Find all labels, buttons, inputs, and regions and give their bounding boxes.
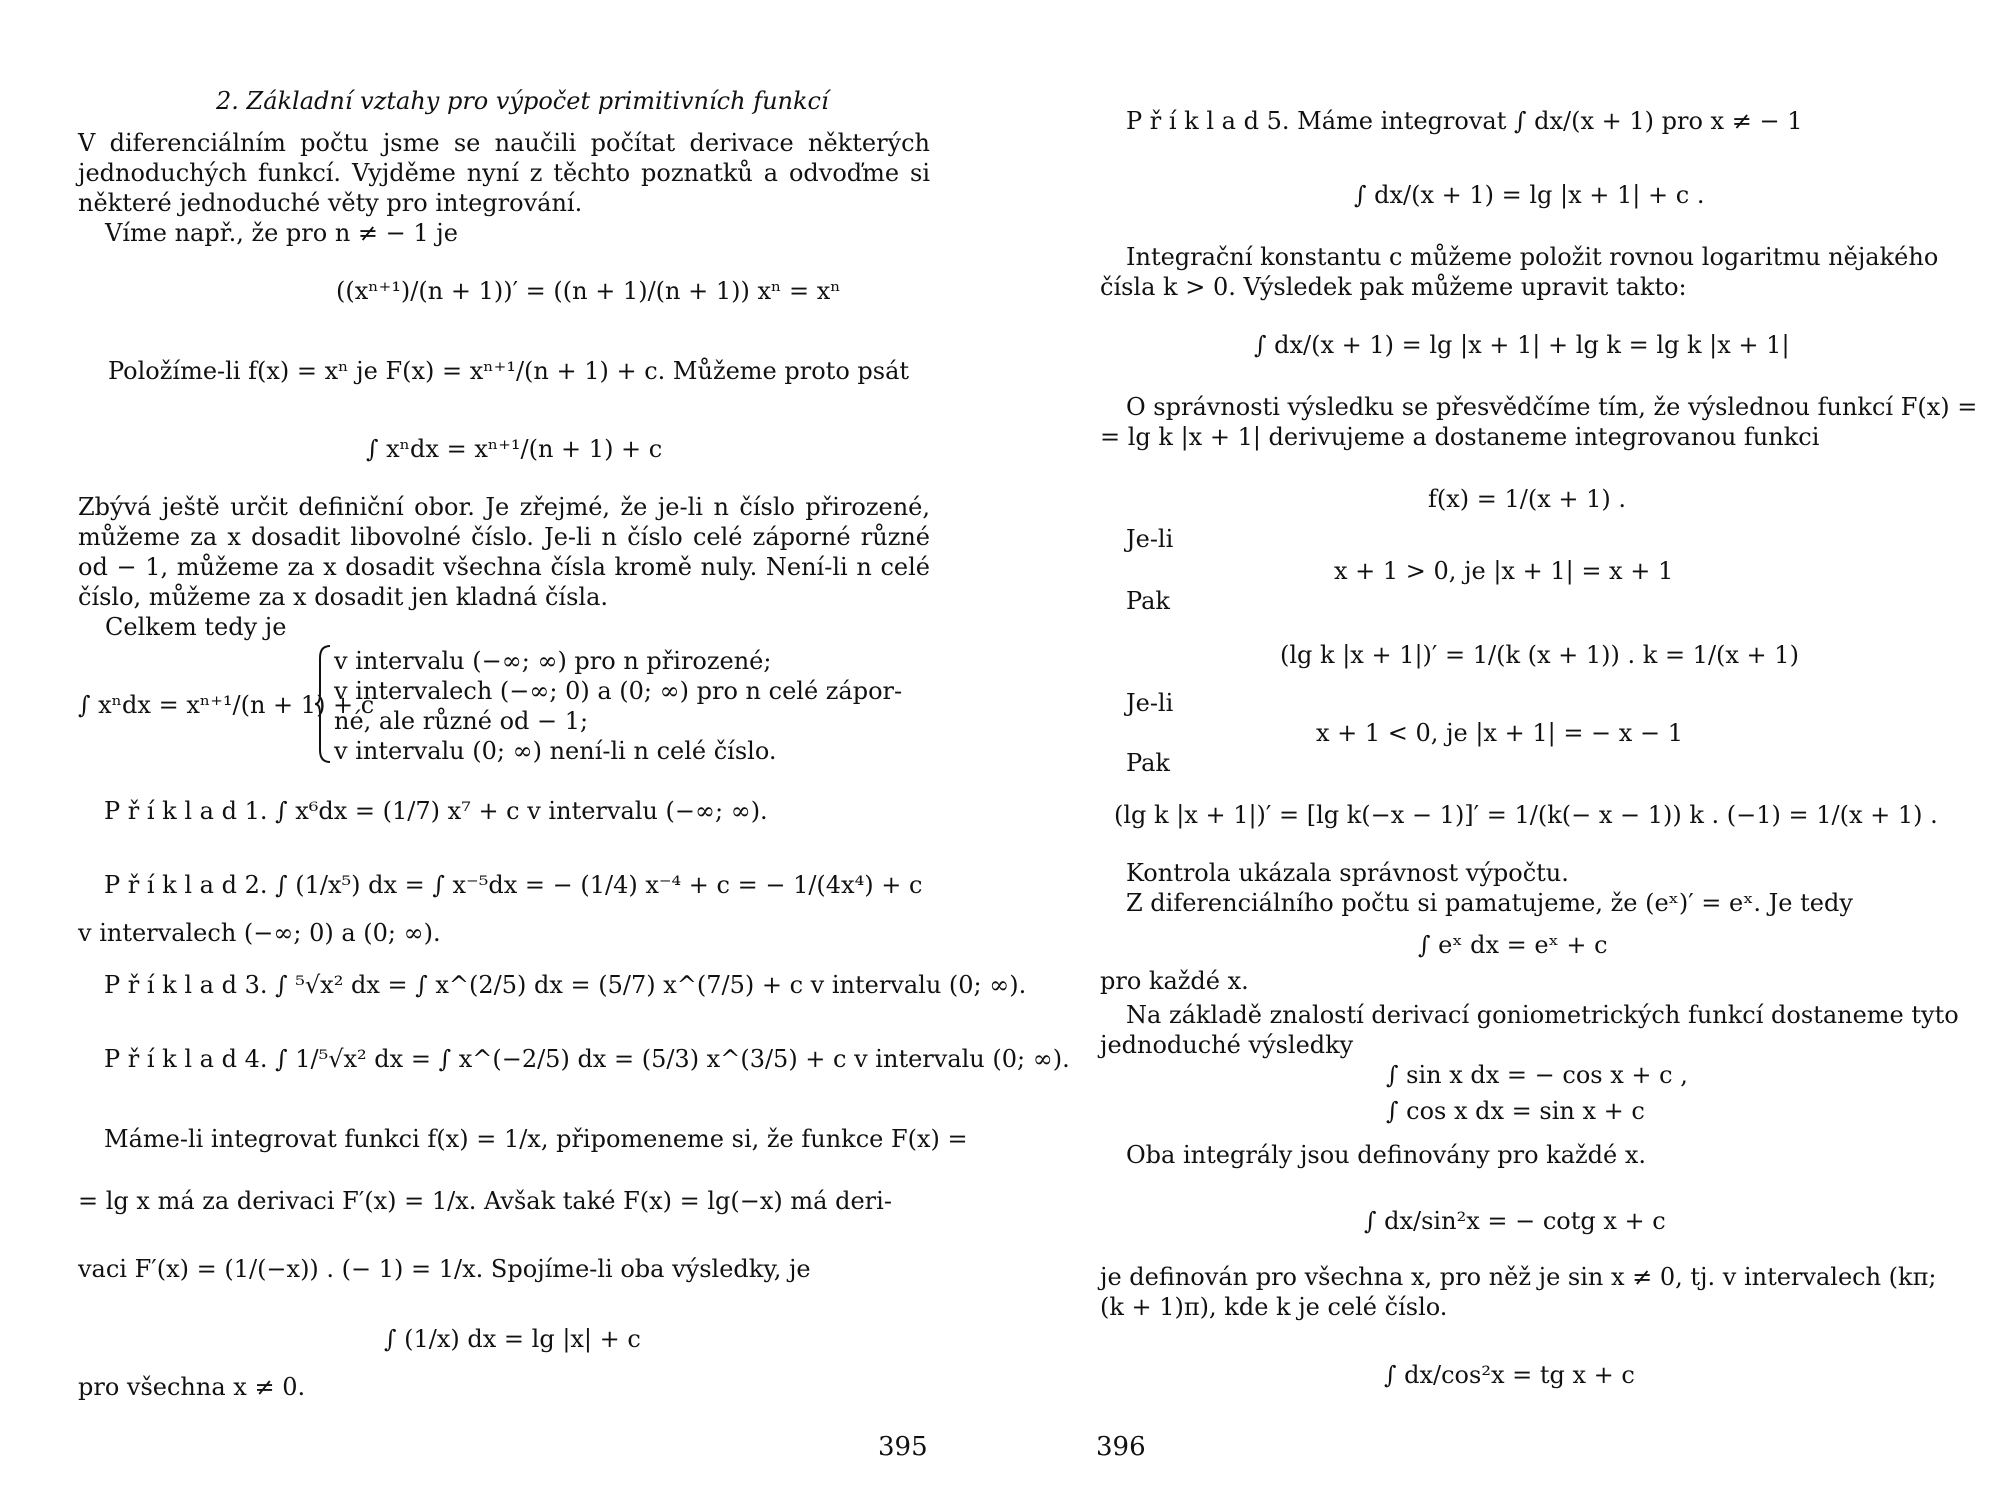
equation-log-integral: ∫ dx/(x + 1) = lg |x + 1| + c . xyxy=(1354,181,1705,209)
example-1: P ř í k l a d 1. ∫ x⁶dx = (1/7) x⁷ + c v intervalu (−∞; ∞). xyxy=(104,797,768,825)
text-line: Položíme-li f(x) = xⁿ je F(x) = xⁿ⁺¹/(n + 1) + c. Můžeme proto psát xyxy=(108,357,910,385)
text-line: můžeme za x dosadit libovolné číslo. Je-li n číslo celé záporné různé xyxy=(78,523,930,551)
equation-power-integral: ∫ xⁿdx = xⁿ⁺¹/(n + 1) + c xyxy=(366,435,663,463)
text-line: (k + 1)π), kde k je celé číslo. xyxy=(1100,1293,1448,1321)
brace-icon xyxy=(314,644,332,764)
text-line: Je-li xyxy=(1126,525,1174,553)
text-line: Kontrola ukázala správnost výpočtu. xyxy=(1126,859,1569,887)
equation-derivative: ((xⁿ⁺¹)/(n + 1))′ = ((n + 1)/(n + 1)) xⁿ = xⁿ xyxy=(336,277,841,305)
text-line: O správnosti výsledku se přesvědčíme tím, že výslednou funkcí F(x) = xyxy=(1126,393,1978,421)
right-page xyxy=(1004,0,2008,1501)
text-line: Pak xyxy=(1126,587,1170,615)
equation-derivative-negative: (lg k |x + 1|)′ = [lg k(−x − 1)]′ = 1/(k(− x − 1)) k . (−1) = 1/(x + 1) . xyxy=(1114,801,1938,829)
equation-cotg-integral: ∫ dx/sin²x = − cotg x + c xyxy=(1364,1207,1666,1235)
page-number: 396 xyxy=(1096,1432,1146,1462)
equation-sin-integral: ∫ sin x dx = − cos x + c , xyxy=(1386,1061,1688,1089)
equation-log-constant: ∫ dx/(x + 1) = lg |x + 1| + lg k = lg k |x + 1| xyxy=(1254,331,1790,359)
case-line: né, ale různé od − 1; xyxy=(334,707,589,735)
text-line: Víme např., že pro n ≠ − 1 je xyxy=(105,219,458,247)
example-3: P ř í k l a d 3. ∫ ⁵√x² dx = ∫ x^(2/5) dx = (5/7) x^(7/5) + c v intervalu (0; ∞). xyxy=(104,971,1027,999)
text-line: Oba integrály jsou definovány pro každé x. xyxy=(1126,1141,1647,1169)
page-number: 395 xyxy=(878,1432,928,1462)
text-line: vaci F′(x) = (1/(−x)) . (− 1) = 1/x. Spojíme-li oba výsledky, je xyxy=(78,1255,811,1283)
equation-derivative-positive: (lg k |x + 1|)′ = 1/(k (x + 1)) . k = 1/(x + 1) xyxy=(1280,641,1799,669)
equation-case-positive: x + 1 > 0, je |x + 1| = x + 1 xyxy=(1334,557,1674,585)
text-line: Celkem tedy je xyxy=(105,613,287,641)
text-line: Integrační konstantu c můžeme položit rovnou logaritmu nějakého xyxy=(1126,243,1939,271)
equation-cases-integral: ∫ xⁿdx = xⁿ⁺¹/(n + 1) + c xyxy=(78,691,375,719)
example-5: P ř í k l a d 5. Máme integrovat ∫ dx/(x + 1) pro x ≠ − 1 xyxy=(1126,107,1803,135)
text-line: Je-li xyxy=(1126,689,1174,717)
section-heading: 2. Základní vztahy pro výpočet primitivních funkcí xyxy=(216,87,829,115)
equation-exp-integral: ∫ eˣ dx = eˣ + c xyxy=(1418,931,1608,959)
text-line: jednoduchých funkcí. Vyjděme nyní z těchto poznatků a odvoďme si xyxy=(78,159,930,187)
text-line: Na základě znalostí derivací goniometrických funkcí dostaneme tyto xyxy=(1126,1001,1959,1029)
text-line: V diferenciálním počtu jsme se naučili počítat derivace některých xyxy=(78,129,930,157)
text-line: číslo, můžeme za x dosadit jen kladná čísla. xyxy=(78,583,609,611)
example-4: P ř í k l a d 4. ∫ 1/⁵√x² dx = ∫ x^(−2/5) dx = (5/3) x^(3/5) + c v intervalu (0; ∞). xyxy=(104,1045,1070,1073)
example-2: P ř í k l a d 2. ∫ (1/x⁵) dx = ∫ x⁻⁵dx = − (1/4) x⁻⁴ + c = − 1/(4x⁴) + c xyxy=(104,871,923,899)
equation-cos-integral: ∫ cos x dx = sin x + c xyxy=(1386,1097,1645,1125)
equation-case-negative: x + 1 < 0, je |x + 1| = − x − 1 xyxy=(1316,719,1683,747)
case-line: v intervalu (0; ∞) není-li n celé číslo. xyxy=(334,737,777,765)
equation-reciprocal-integral: ∫ (1/x) dx = lg |x| + c xyxy=(384,1325,641,1353)
equation-integrand: f(x) = 1/(x + 1) . xyxy=(1428,485,1627,513)
text-line: Z diferenciálního počtu si pamatujeme, že (eˣ)′ = eˣ. Je tedy xyxy=(1126,889,1853,917)
text-line: některé jednoduché věty pro integrování. xyxy=(78,189,583,217)
case-line: v intervalu (−∞; ∞) pro n přirozené; xyxy=(334,647,772,675)
text-line: je definován pro všechna x, pro něž je sin x ≠ 0, tj. v intervalech (kπ; xyxy=(1100,1263,1937,1291)
text-line: v intervalech (−∞; 0) a (0; ∞). xyxy=(78,919,441,947)
text-line: Zbývá ještě určit definiční obor. Je zřejmé, že je-li n číslo přirozené, xyxy=(78,493,930,521)
text-line: od − 1, můžeme za x dosadit všechna čísla kromě nuly. Není-li n celé xyxy=(78,553,930,581)
equation-tg-integral: ∫ dx/cos²x = tg x + c xyxy=(1384,1361,1635,1389)
case-line: v intervalech (−∞; 0) a (0; ∞) pro n celé zápor- xyxy=(334,677,903,705)
text-line: = lg x má za derivaci F′(x) = 1/x. Avšak také F(x) = lg(−x) má deri- xyxy=(78,1187,892,1215)
text-line: čísla k > 0. Výsledek pak můžeme upravit takto: xyxy=(1100,273,1687,301)
text-line: pro každé x. xyxy=(1100,967,1249,995)
text-line: Pak xyxy=(1126,749,1170,777)
text-line: = lg k |x + 1| derivujeme a dostaneme integrovanou funkci xyxy=(1100,423,1820,451)
text-line: jednoduché výsledky xyxy=(1100,1031,1354,1059)
text-line: Máme-li integrovat funkci f(x) = 1/x, připomeneme si, že funkce F(x) = xyxy=(104,1125,968,1153)
text-line: pro všechna x ≠ 0. xyxy=(78,1373,306,1401)
